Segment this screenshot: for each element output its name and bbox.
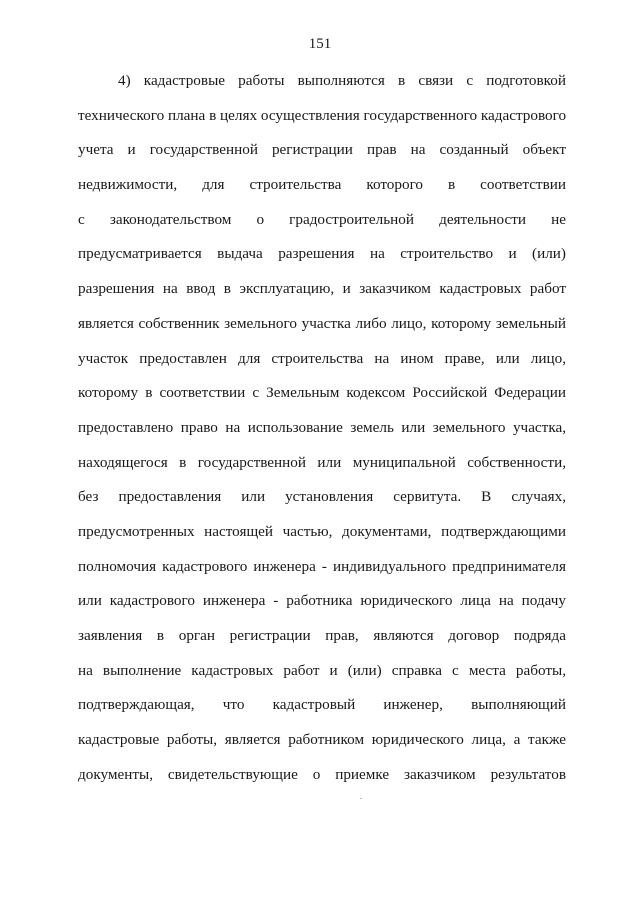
page-number: 151	[308, 36, 332, 52]
text-line: учета и государственной регистрации прав на созданный объект	[78, 141, 566, 159]
text-line: 4) кадастровые работы выполняются в связи с подготовкой	[118, 72, 566, 89]
text-line: без предоставления или установления сервитута. В случаях,	[78, 488, 566, 506]
text-line: предусмотренных настоящей частью, документами, подтверждающими	[78, 522, 566, 540]
scan-speck	[360, 798, 362, 799]
text-line: заявления в орган регистрации прав, являются договор подряда	[78, 627, 566, 644]
text-line: с законодательством о градостроительной деятельности не	[78, 210, 566, 228]
text-line: подтверждающая, что кадастровый инженер, выполняющий	[78, 696, 566, 714]
text-line: которому в соответствии с Земельным кодексом Российской Федерации	[78, 384, 566, 402]
text-line: разрешения на ввод в эксплуатацию, и заказчиком кадастровых работ	[78, 280, 566, 298]
text-line: недвижимости, для строительства которого в соответствии	[78, 176, 566, 194]
text-line: кадастровые работы, является работником юридического лица, а также	[78, 731, 566, 749]
text-line: на выполнение кадастровых работ и (или) справка с места работы,	[78, 661, 566, 679]
text-line: или кадастрового инженера - работника юридического лица на подачу	[78, 592, 566, 610]
text-line: находящегося в государственной или муниципальной собственности,	[78, 453, 566, 471]
document-body	[78, 64, 566, 792]
text-line: является собственник земельного участка либо лицо, которому земельный	[78, 314, 566, 332]
text-line: предусматривается выдача разрешения на строительство и (или)	[78, 245, 566, 263]
text-line: технического плана в целях осуществления государственного кадастрового	[78, 106, 566, 124]
text-line: документы, свидетельствующие о приемке заказчиком результатов	[78, 765, 566, 783]
text-line: участок предоставлен для строительства на ином праве, или лицо,	[78, 349, 566, 367]
text-line: полномочия кадастрового инженера - индивидуального предпринимателя	[78, 557, 566, 575]
text-line: предоставлено право на использование земель или земельного участка,	[78, 418, 566, 436]
